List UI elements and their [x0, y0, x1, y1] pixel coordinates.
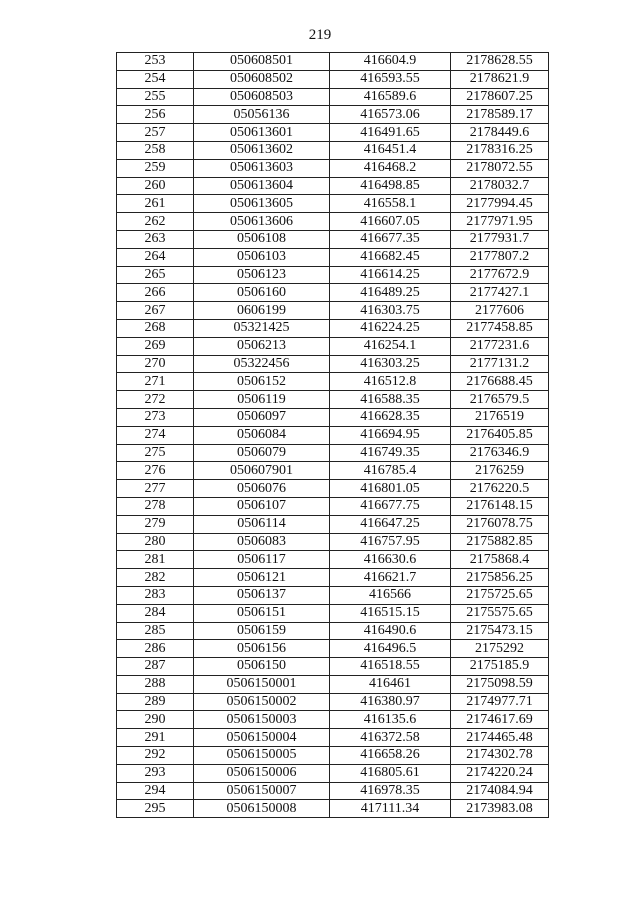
- row-number-cell: 272: [117, 391, 194, 409]
- x-coordinate-cell: 416785.4: [330, 462, 451, 480]
- x-coordinate-cell: 416978.35: [330, 782, 451, 800]
- point-id-cell: 0506150004: [194, 729, 330, 747]
- x-coordinate-cell: 416518.55: [330, 658, 451, 676]
- row-number-cell: 278: [117, 497, 194, 515]
- y-coordinate-cell: 2174220.24: [451, 764, 549, 782]
- x-coordinate-cell: 416614.25: [330, 266, 451, 284]
- table-row: [117, 195, 549, 213]
- point-id-cell: 0506107: [194, 497, 330, 515]
- row-number-cell: 294: [117, 782, 194, 800]
- row-number-cell: 256: [117, 106, 194, 124]
- y-coordinate-cell: 2177807.2: [451, 248, 549, 266]
- y-coordinate-cell: 2178628.55: [451, 53, 549, 71]
- table-row: [117, 586, 549, 604]
- y-coordinate-cell: 2176346.9: [451, 444, 549, 462]
- point-id-cell: 0506150008: [194, 800, 330, 818]
- row-number-cell: 266: [117, 284, 194, 302]
- row-number-cell: 267: [117, 302, 194, 320]
- x-coordinate-cell: 416461: [330, 675, 451, 693]
- point-id-cell: 0506108: [194, 230, 330, 248]
- x-coordinate-cell: 416757.95: [330, 533, 451, 551]
- point-id-cell: 0506076: [194, 480, 330, 498]
- y-coordinate-cell: 2178449.6: [451, 124, 549, 142]
- point-id-cell: 0506150005: [194, 747, 330, 765]
- row-number-cell: 270: [117, 355, 194, 373]
- x-coordinate-cell: 417111.34: [330, 800, 451, 818]
- point-id-cell: 0506097: [194, 408, 330, 426]
- point-id-cell: 0506079: [194, 444, 330, 462]
- point-id-cell: 0606199: [194, 302, 330, 320]
- table-row: [117, 213, 549, 231]
- x-coordinate-cell: 416380.97: [330, 693, 451, 711]
- y-coordinate-cell: 2175185.9: [451, 658, 549, 676]
- row-number-cell: 262: [117, 213, 194, 231]
- x-coordinate-cell: 416496.5: [330, 640, 451, 658]
- point-id-cell: 050613601: [194, 124, 330, 142]
- table-row: [117, 302, 549, 320]
- y-coordinate-cell: 2176688.45: [451, 373, 549, 391]
- row-number-cell: 258: [117, 141, 194, 159]
- y-coordinate-cell: 2178621.9: [451, 70, 549, 88]
- x-coordinate-cell: 416607.05: [330, 213, 451, 231]
- table-row: [117, 408, 549, 426]
- row-number-cell: 291: [117, 729, 194, 747]
- y-coordinate-cell: 2177131.2: [451, 355, 549, 373]
- point-id-cell: 0506150: [194, 658, 330, 676]
- row-number-cell: 275: [117, 444, 194, 462]
- point-id-cell: 0506103: [194, 248, 330, 266]
- table-row: [117, 640, 549, 658]
- table-row: [117, 729, 549, 747]
- point-id-cell: 0506150007: [194, 782, 330, 800]
- row-number-cell: 292: [117, 747, 194, 765]
- y-coordinate-cell: 2176259: [451, 462, 549, 480]
- x-coordinate-cell: 416630.6: [330, 551, 451, 569]
- row-number-cell: 265: [117, 266, 194, 284]
- y-coordinate-cell: 2177231.6: [451, 337, 549, 355]
- table-row: [117, 551, 549, 569]
- y-coordinate-cell: 2174084.94: [451, 782, 549, 800]
- x-coordinate-cell: 416489.25: [330, 284, 451, 302]
- row-number-cell: 255: [117, 88, 194, 106]
- table-row: [117, 622, 549, 640]
- table-row: [117, 70, 549, 88]
- x-coordinate-cell: 416512.8: [330, 373, 451, 391]
- table-row: [117, 711, 549, 729]
- row-number-cell: 282: [117, 569, 194, 587]
- x-coordinate-cell: 416801.05: [330, 480, 451, 498]
- row-number-cell: 295: [117, 800, 194, 818]
- row-number-cell: 260: [117, 177, 194, 195]
- x-coordinate-cell: 416682.45: [330, 248, 451, 266]
- table-row: [117, 284, 549, 302]
- table-row: [117, 337, 549, 355]
- row-number-cell: 277: [117, 480, 194, 498]
- point-id-cell: 050608502: [194, 70, 330, 88]
- x-coordinate-cell: 416224.25: [330, 319, 451, 337]
- x-coordinate-cell: 416566: [330, 586, 451, 604]
- row-number-cell: 263: [117, 230, 194, 248]
- x-coordinate-cell: 416749.35: [330, 444, 451, 462]
- table-row: [117, 515, 549, 533]
- table-row: [117, 658, 549, 676]
- y-coordinate-cell: 2178316.25: [451, 141, 549, 159]
- table-row: [117, 159, 549, 177]
- x-coordinate-cell: 416658.26: [330, 747, 451, 765]
- row-number-cell: 286: [117, 640, 194, 658]
- y-coordinate-cell: 2175868.4: [451, 551, 549, 569]
- y-coordinate-cell: 2178589.17: [451, 106, 549, 124]
- table-row: [117, 497, 549, 515]
- row-number-cell: 289: [117, 693, 194, 711]
- table-row: [117, 604, 549, 622]
- row-number-cell: 274: [117, 426, 194, 444]
- page-number: 219: [308, 27, 332, 43]
- point-id-cell: 050613602: [194, 141, 330, 159]
- row-number-cell: 271: [117, 373, 194, 391]
- row-number-cell: 287: [117, 658, 194, 676]
- point-id-cell: 0506160: [194, 284, 330, 302]
- row-number-cell: 293: [117, 764, 194, 782]
- y-coordinate-cell: 2178072.55: [451, 159, 549, 177]
- point-id-cell: 0506150006: [194, 764, 330, 782]
- y-coordinate-cell: 2177427.1: [451, 284, 549, 302]
- row-number-cell: 290: [117, 711, 194, 729]
- row-number-cell: 281: [117, 551, 194, 569]
- point-id-cell: 0506156: [194, 640, 330, 658]
- x-coordinate-cell: 416628.35: [330, 408, 451, 426]
- table-row: [117, 569, 549, 587]
- table-row: [117, 782, 549, 800]
- row-number-cell: 261: [117, 195, 194, 213]
- y-coordinate-cell: 2177994.45: [451, 195, 549, 213]
- y-coordinate-cell: 2174617.69: [451, 711, 549, 729]
- table-row: [117, 106, 549, 124]
- table-row: [117, 88, 549, 106]
- row-number-cell: 257: [117, 124, 194, 142]
- coordinates-table-body: [117, 53, 549, 818]
- x-coordinate-cell: 416372.58: [330, 729, 451, 747]
- x-coordinate-cell: 416135.6: [330, 711, 451, 729]
- y-coordinate-cell: 2176579.5: [451, 391, 549, 409]
- point-id-cell: 0506150001: [194, 675, 330, 693]
- row-number-cell: 283: [117, 586, 194, 604]
- y-coordinate-cell: 2177931.7: [451, 230, 549, 248]
- x-coordinate-cell: 416515.15: [330, 604, 451, 622]
- point-id-cell: 050613604: [194, 177, 330, 195]
- table-row: [117, 426, 549, 444]
- y-coordinate-cell: 2177606: [451, 302, 549, 320]
- point-id-cell: 0506150003: [194, 711, 330, 729]
- x-coordinate-cell: 416254.1: [330, 337, 451, 355]
- table-row: [117, 675, 549, 693]
- table-row: [117, 266, 549, 284]
- y-coordinate-cell: 2175473.15: [451, 622, 549, 640]
- point-id-cell: 050613603: [194, 159, 330, 177]
- x-coordinate-cell: 416805.61: [330, 764, 451, 782]
- point-id-cell: 050608503: [194, 88, 330, 106]
- table-row: [117, 462, 549, 480]
- point-id-cell: 05056136: [194, 106, 330, 124]
- table-row: [117, 373, 549, 391]
- point-id-cell: 0506152: [194, 373, 330, 391]
- y-coordinate-cell: 2176220.5: [451, 480, 549, 498]
- point-id-cell: 0506123: [194, 266, 330, 284]
- row-number-cell: 273: [117, 408, 194, 426]
- table-row: [117, 141, 549, 159]
- row-number-cell: 268: [117, 319, 194, 337]
- table-row: [117, 355, 549, 373]
- x-coordinate-cell: 416677.75: [330, 497, 451, 515]
- point-id-cell: 0506121: [194, 569, 330, 587]
- table-row: [117, 764, 549, 782]
- y-coordinate-cell: 2177458.85: [451, 319, 549, 337]
- point-id-cell: 0506213: [194, 337, 330, 355]
- y-coordinate-cell: 2175098.59: [451, 675, 549, 693]
- x-coordinate-cell: 416621.7: [330, 569, 451, 587]
- table-row: [117, 230, 549, 248]
- point-id-cell: 0506119: [194, 391, 330, 409]
- y-coordinate-cell: 2174302.78: [451, 747, 549, 765]
- x-coordinate-cell: 416588.35: [330, 391, 451, 409]
- coordinates-table: [116, 52, 549, 818]
- row-number-cell: 269: [117, 337, 194, 355]
- point-id-cell: 050613606: [194, 213, 330, 231]
- x-coordinate-cell: 416593.55: [330, 70, 451, 88]
- point-id-cell: 050613605: [194, 195, 330, 213]
- point-id-cell: 0506137: [194, 586, 330, 604]
- row-number-cell: 280: [117, 533, 194, 551]
- row-number-cell: 264: [117, 248, 194, 266]
- x-coordinate-cell: 416604.9: [330, 53, 451, 71]
- table-row: [117, 53, 549, 71]
- y-coordinate-cell: 2175292: [451, 640, 549, 658]
- table-row: [117, 693, 549, 711]
- point-id-cell: 0506117: [194, 551, 330, 569]
- x-coordinate-cell: 416647.25: [330, 515, 451, 533]
- y-coordinate-cell: 2178032.7: [451, 177, 549, 195]
- y-coordinate-cell: 2177672.9: [451, 266, 549, 284]
- x-coordinate-cell: 416303.75: [330, 302, 451, 320]
- row-number-cell: 253: [117, 53, 194, 71]
- x-coordinate-cell: 416677.35: [330, 230, 451, 248]
- table-row: [117, 319, 549, 337]
- x-coordinate-cell: 416491.65: [330, 124, 451, 142]
- x-coordinate-cell: 416303.25: [330, 355, 451, 373]
- row-number-cell: 284: [117, 604, 194, 622]
- y-coordinate-cell: 2174465.48: [451, 729, 549, 747]
- row-number-cell: 288: [117, 675, 194, 693]
- row-number-cell: 279: [117, 515, 194, 533]
- x-coordinate-cell: 416558.1: [330, 195, 451, 213]
- x-coordinate-cell: 416589.6: [330, 88, 451, 106]
- point-id-cell: 050608501: [194, 53, 330, 71]
- point-id-cell: 0506084: [194, 426, 330, 444]
- x-coordinate-cell: 416573.06: [330, 106, 451, 124]
- point-id-cell: 0506151: [194, 604, 330, 622]
- x-coordinate-cell: 416468.2: [330, 159, 451, 177]
- y-coordinate-cell: 2175575.65: [451, 604, 549, 622]
- x-coordinate-cell: 416490.6: [330, 622, 451, 640]
- point-id-cell: 0506083: [194, 533, 330, 551]
- y-coordinate-cell: 2175856.25: [451, 569, 549, 587]
- y-coordinate-cell: 2176078.75: [451, 515, 549, 533]
- point-id-cell: 050607901: [194, 462, 330, 480]
- point-id-cell: 0506159: [194, 622, 330, 640]
- table-row: [117, 391, 549, 409]
- table-row: [117, 248, 549, 266]
- point-id-cell: 05321425: [194, 319, 330, 337]
- table-row: [117, 177, 549, 195]
- table-row: [117, 800, 549, 818]
- y-coordinate-cell: 2176519: [451, 408, 549, 426]
- y-coordinate-cell: 2177971.95: [451, 213, 549, 231]
- table-row: [117, 124, 549, 142]
- table-row: [117, 747, 549, 765]
- row-number-cell: 285: [117, 622, 194, 640]
- table-row: [117, 480, 549, 498]
- point-id-cell: 0506150002: [194, 693, 330, 711]
- row-number-cell: 259: [117, 159, 194, 177]
- x-coordinate-cell: 416498.85: [330, 177, 451, 195]
- y-coordinate-cell: 2178607.25: [451, 88, 549, 106]
- y-coordinate-cell: 2173983.08: [451, 800, 549, 818]
- point-id-cell: 0506114: [194, 515, 330, 533]
- y-coordinate-cell: 2174977.71: [451, 693, 549, 711]
- row-number-cell: 276: [117, 462, 194, 480]
- table-row: [117, 444, 549, 462]
- y-coordinate-cell: 2176148.15: [451, 497, 549, 515]
- x-coordinate-cell: 416451.4: [330, 141, 451, 159]
- y-coordinate-cell: 2175725.65: [451, 586, 549, 604]
- y-coordinate-cell: 2175882.85: [451, 533, 549, 551]
- row-number-cell: 254: [117, 70, 194, 88]
- x-coordinate-cell: 416694.95: [330, 426, 451, 444]
- point-id-cell: 05322456: [194, 355, 330, 373]
- y-coordinate-cell: 2176405.85: [451, 426, 549, 444]
- table-row: [117, 533, 549, 551]
